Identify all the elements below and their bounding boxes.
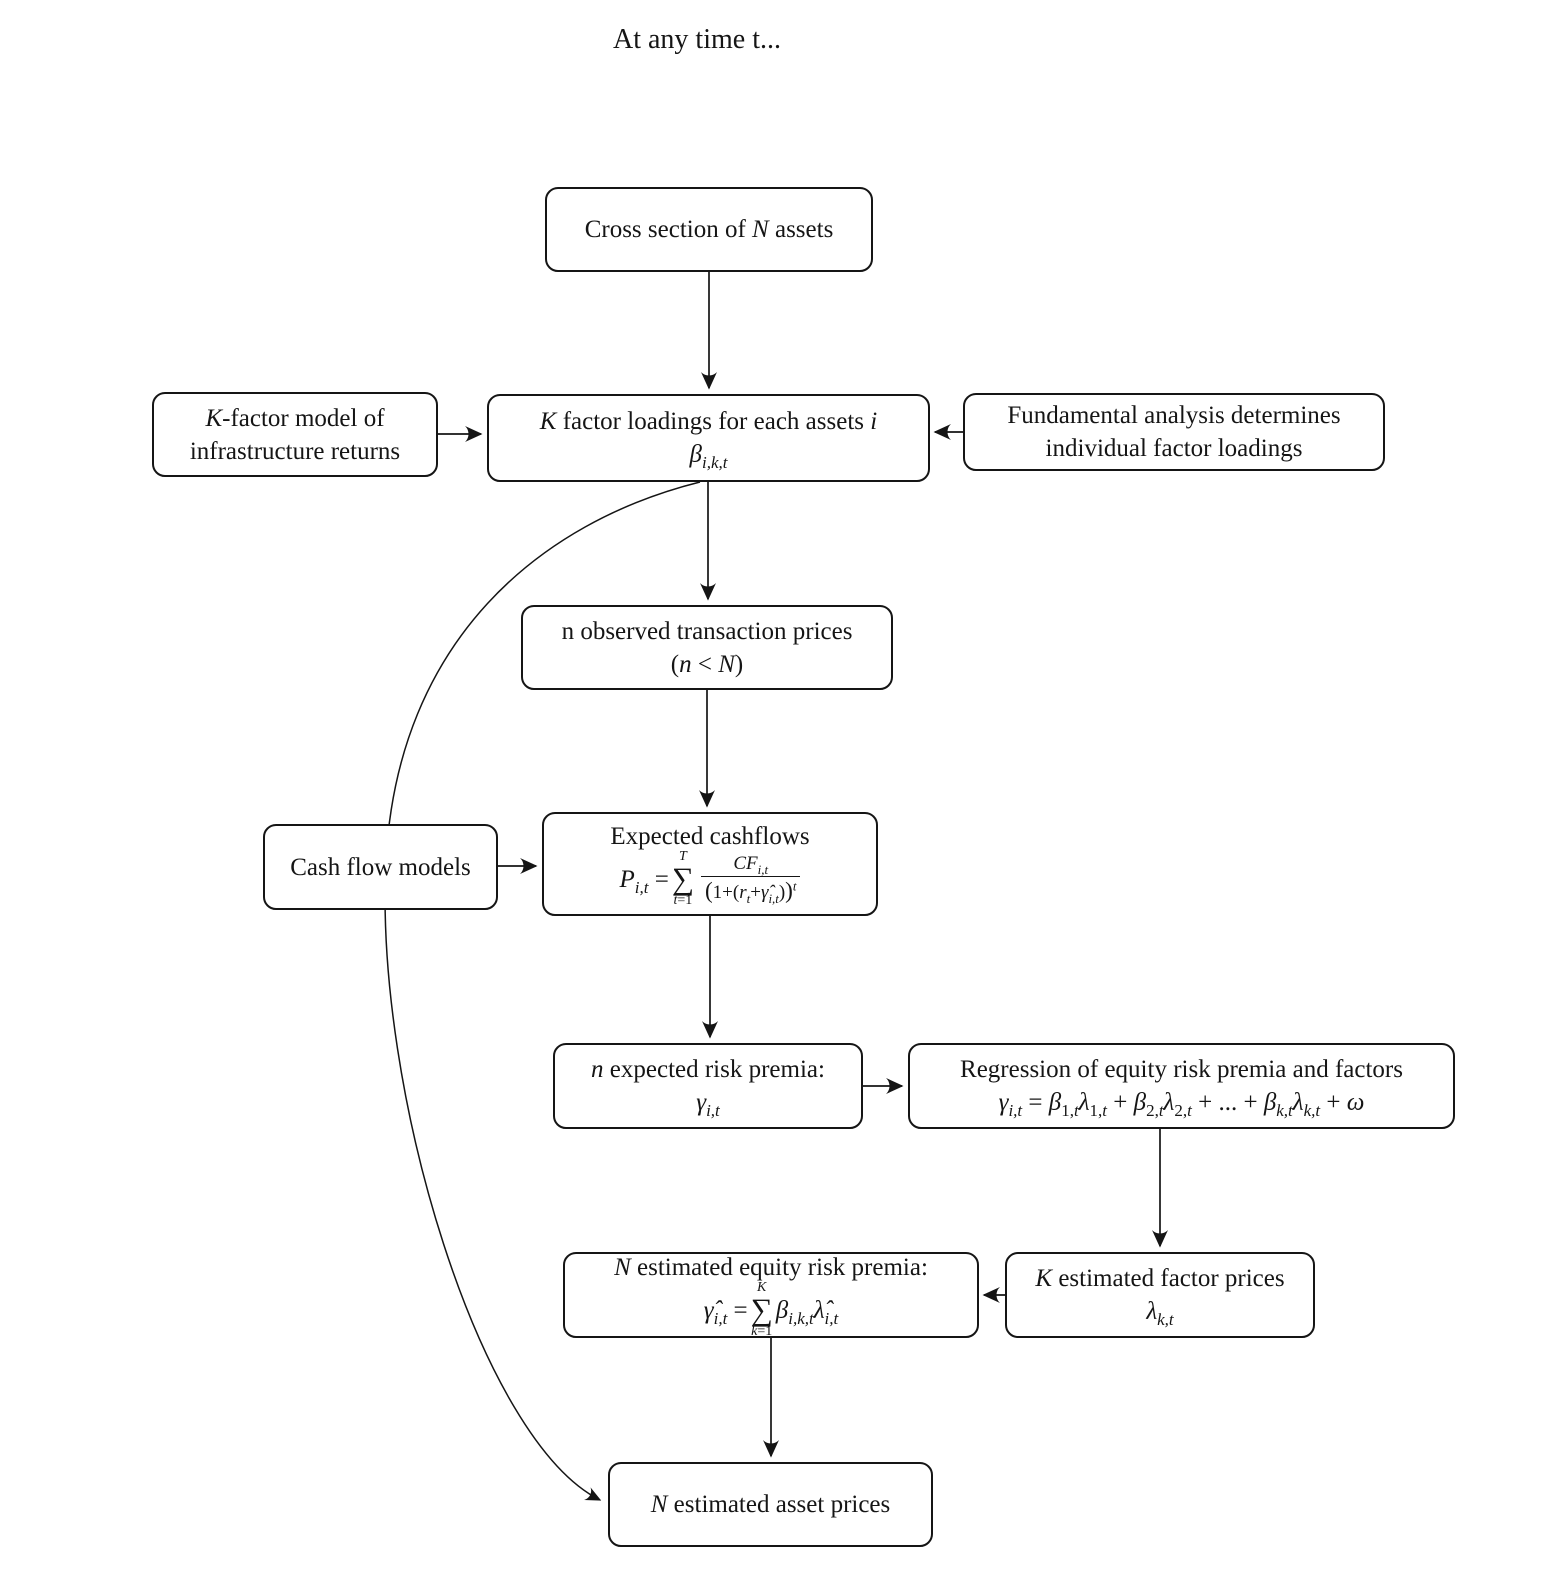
sum-upper-limit: K xyxy=(757,1280,767,1296)
box-estimated-premia xyxy=(563,1252,979,1338)
box-risk-premia xyxy=(553,1043,863,1129)
fraction xyxy=(701,852,801,906)
box-text: K-factor model of xyxy=(205,404,385,432)
box-text: infrastructure returns xyxy=(189,437,401,465)
box-fundamental-analysis xyxy=(963,393,1385,471)
box-text: (n < N) xyxy=(670,650,744,678)
estimated-premia-formula xyxy=(704,1281,839,1338)
close-paren: ) xyxy=(785,877,793,904)
box-text: Regression of equity risk premia and factors xyxy=(960,1056,1403,1083)
box-cash-flow-models xyxy=(263,824,498,910)
denominator-exponent: t xyxy=(792,878,797,894)
expected-cashflows-formula xyxy=(620,850,801,907)
box-regression xyxy=(908,1043,1455,1129)
box-text: n expected risk premia: xyxy=(591,1056,825,1083)
box-transaction-prices xyxy=(521,605,893,690)
fraction-numerator: $CF_{i,t}$ xyxy=(733,853,769,877)
sigma-glyph: ∑ xyxy=(671,861,694,897)
box-text: Fundamental analysis determines xyxy=(1007,402,1341,429)
box-text: Cash flow models xyxy=(290,853,471,881)
sum-lower-limit: k=1 xyxy=(751,1323,773,1339)
formula-rhs: $\beta_{i,k,t}\lambdâ_{i,t}$ xyxy=(775,1296,839,1328)
formula-lhs: $P_{i,t}$ = xyxy=(619,865,669,897)
box-k-factor-model xyxy=(152,392,438,477)
box-text: N estimated equity risk premia: xyxy=(614,1254,928,1282)
sum-upper-limit: T xyxy=(679,849,687,865)
diagram-title: At any time t... xyxy=(613,24,781,55)
fraction-denominator xyxy=(701,876,801,906)
formula-lhs: $\gammâ_{i,t}$ = xyxy=(703,1296,748,1328)
box-text: n observed transaction prices xyxy=(561,617,853,645)
box-text: individual factor loadings xyxy=(1045,435,1303,462)
box-text: K estimated factor prices xyxy=(1035,1265,1285,1292)
box-formula: $\lambda_{k,t}$ xyxy=(1146,1298,1174,1329)
box-text: Cross section of N assets xyxy=(584,216,834,243)
box-cross-section xyxy=(545,187,873,272)
box-formula: $\gamma_{i,t} = \beta_{1,t}\lambda_{1,t} + \beta_{2,t}\lambda_{2,t}$ + ... + $\beta_{k,t}\lambda_{k,t} + \omega$ xyxy=(998,1089,1365,1120)
sum-lower-limit: t=1 xyxy=(673,892,693,908)
box-factor-prices xyxy=(1005,1252,1315,1338)
box-factor-loadings xyxy=(487,394,930,482)
box-formula: $\beta_{i,k,t}$ xyxy=(689,441,728,472)
box-formula: $\gamma_{i,t}$ xyxy=(696,1089,720,1120)
box-expected-cashflows xyxy=(542,812,878,916)
denominator-body: $1+(r_t+\gammâ_{i,t})$ xyxy=(712,881,786,906)
open-paren: ( xyxy=(704,877,713,904)
sigma-glyph: ∑ xyxy=(750,1292,773,1328)
box-asset-prices xyxy=(608,1462,933,1547)
summation xyxy=(751,1281,773,1338)
summation xyxy=(672,850,694,907)
box-text: K factor loadings for each assets i xyxy=(539,408,878,435)
box-text: N estimated asset prices xyxy=(650,1491,891,1518)
box-text: Expected cashflows xyxy=(610,823,810,851)
